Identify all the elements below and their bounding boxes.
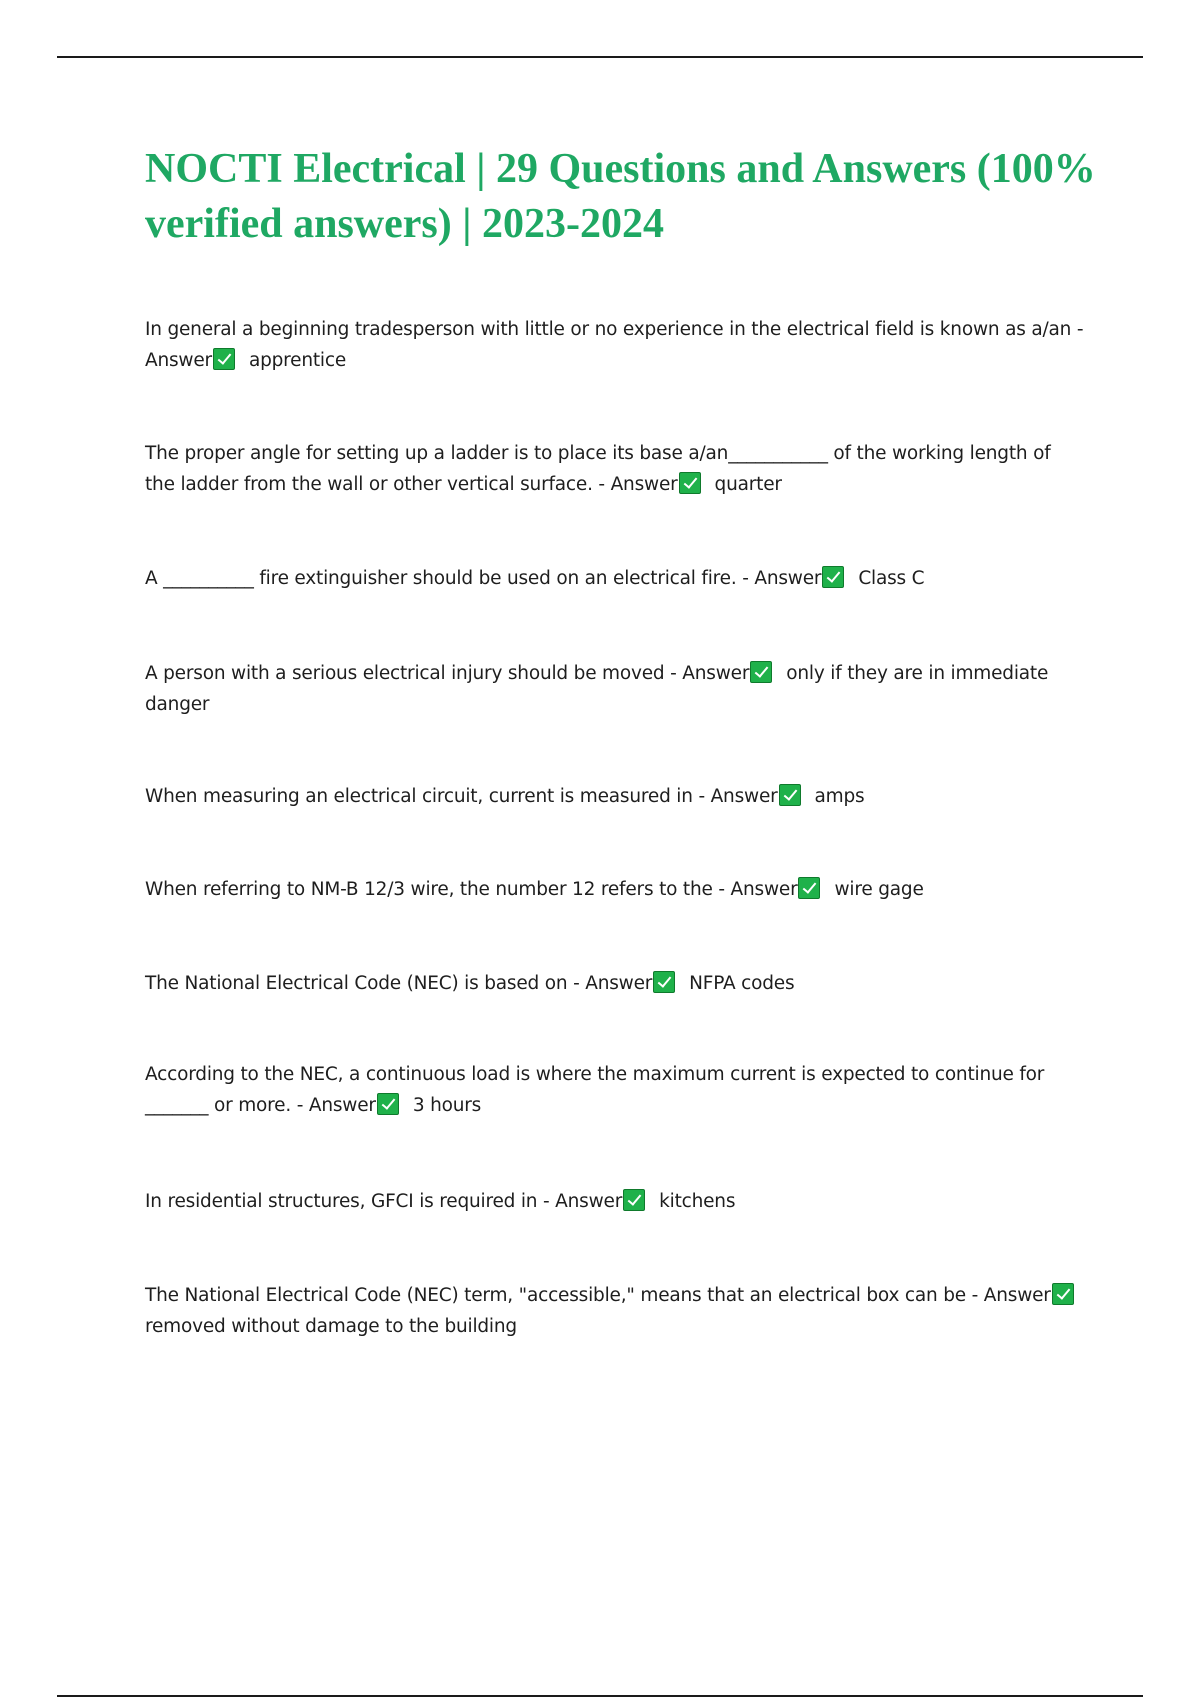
check-icon [798, 877, 820, 899]
qa-item-10 [145, 1280, 1085, 1342]
check-icon [822, 566, 844, 588]
question-text: The National Electrical Code (NEC) is based on - Answer [145, 973, 653, 994]
answer-text: only if they are in immediate danger [145, 663, 1049, 715]
question-text: The National Electrical Code (NEC) term, "accessible," means that an electrical box can be - Answer [145, 1285, 1051, 1306]
bottom-rule [57, 1695, 1143, 1697]
question-text: The proper angle for setting up a ladder is to place its base a/an___________ of the working length of the ladder from the wall or other vertical surface. - Answer [145, 443, 1051, 495]
qa-item-6 [145, 874, 1085, 905]
check-icon [750, 661, 772, 683]
qa-item-1 [145, 314, 1085, 376]
answer-text: 3 hours [412, 1095, 482, 1116]
question-text: According to the NEC, a continuous load is where the maximum current is expected to continue for _______ or more. - Answer [145, 1064, 1045, 1116]
qa-item-2 [145, 438, 1085, 500]
question-text: In general a beginning tradesperson with little or no experience in the electrical field is known as a/an - Answer [145, 319, 1084, 371]
answer-text: amps [814, 786, 865, 807]
qa-item-4 [145, 658, 1085, 720]
qa-item-7 [145, 968, 1085, 999]
check-icon [779, 784, 801, 806]
question-text: A person with a serious electrical injury should be moved - Answer [145, 663, 750, 684]
answer-text: apprentice [248, 350, 347, 371]
answer-text: kitchens [659, 1191, 736, 1212]
question-text: When measuring an electrical circuit, current is measured in - Answer [145, 786, 778, 807]
answer-text: Class C [858, 568, 925, 589]
document-title: NOCTI Electrical | 29 Questions and Answers (100% verified answers) | 2023-2024 [145, 146, 1096, 247]
qa-item-8 [145, 1059, 1085, 1121]
question-text: In residential structures, GFCI is required in - Answer [145, 1191, 623, 1212]
question-text: A __________ fire extinguisher should be used on an electrical fire. - Answer [145, 568, 822, 589]
check-icon [623, 1189, 645, 1211]
qa-item-3 [145, 563, 1085, 594]
check-icon [377, 1093, 399, 1115]
answer-text: wire gage [834, 879, 924, 900]
top-rule [57, 56, 1143, 58]
check-icon [1052, 1283, 1074, 1305]
answer-text: quarter [714, 474, 782, 495]
check-icon [653, 971, 675, 993]
qa-item-5 [145, 781, 1085, 812]
qa-item-9 [145, 1186, 1085, 1217]
check-icon [679, 472, 701, 494]
check-icon [213, 348, 235, 370]
answer-text: NFPA codes [689, 973, 795, 994]
question-text: When referring to NM-B 12/3 wire, the number 12 refers to the - Answer [145, 879, 798, 900]
answer-text: removed without damage to the building [145, 1316, 517, 1337]
